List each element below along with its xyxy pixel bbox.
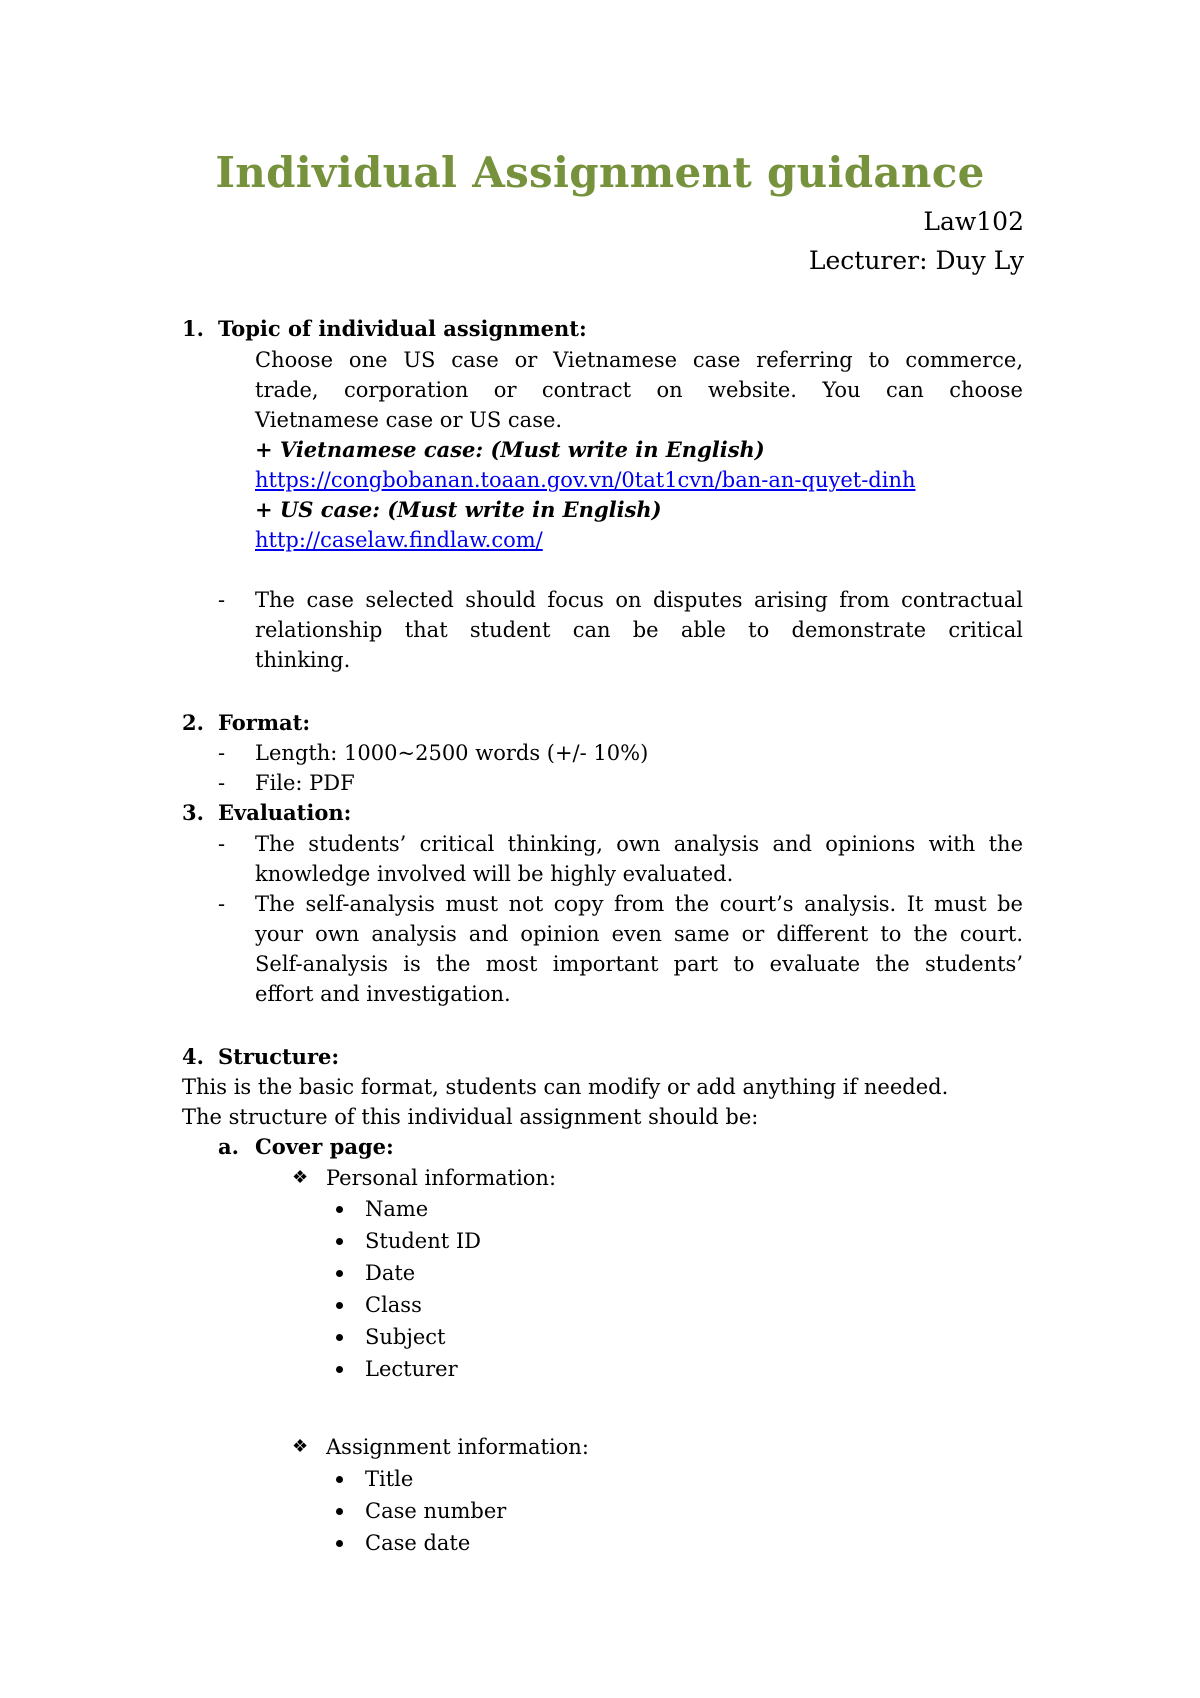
bullet-dot-icon — [336, 1508, 343, 1515]
sub-a-letter: a. — [218, 1134, 239, 1159]
evaluation-line: The students’ critical thinking, own analysis and opinions with the — [255, 832, 1023, 856]
assignment-information-heading: Assignment information: — [326, 1435, 589, 1459]
dash-bullet: - — [218, 892, 226, 916]
section-1-note-line: relationship that student can be able to demonstrate critical — [255, 618, 1023, 642]
bullet-dot-icon — [336, 1302, 343, 1309]
personal-information-heading: Personal information: — [326, 1166, 557, 1190]
evaluation-line: The self-analysis must not copy from the court’s analysis. It must be — [255, 892, 1023, 916]
diamond-bullet-icon: ❖ — [292, 1167, 309, 1188]
section-1-number: 1. — [182, 316, 204, 341]
section-1-note-line: The case selected should focus on disputes arising from contractual — [255, 588, 1023, 612]
personal-item: Name — [365, 1197, 429, 1221]
dash-bullet: - — [218, 588, 226, 612]
evaluation-line: knowledge involved will be highly evaluated. — [255, 862, 734, 886]
us-case-link[interactable]: http://caselaw.findlaw.com/ — [255, 528, 543, 552]
document-title: Individual Assignment guidance — [215, 148, 985, 197]
vietnamese-case-link[interactable]: https://congbobanan.toaan.gov.vn/0tat1cvn/ban-an-quyet-dinh — [255, 468, 916, 492]
section-1-intro-line: trade, corporation or contract on website. You can choose — [255, 378, 1023, 402]
section-1-intro-line: Vietnamese case or US case. — [255, 408, 563, 432]
bullet-dot-icon — [336, 1238, 343, 1245]
evaluation-line: your own analysis and opinion even same or different to the court. — [255, 922, 1023, 946]
bullet-dot-icon — [336, 1366, 343, 1373]
section-2-heading: Format: — [218, 710, 311, 735]
section-3-number: 3. — [182, 800, 204, 825]
format-item: File: PDF — [255, 771, 355, 795]
personal-item: Class — [365, 1293, 422, 1317]
us-case-label: + US case: (Must write in English) — [255, 497, 662, 522]
bullet-dot-icon — [336, 1270, 343, 1277]
structure-intro-line: The structure of this individual assignment should be: — [182, 1105, 759, 1129]
assignment-item: Title — [365, 1467, 414, 1491]
section-2-number: 2. — [182, 710, 204, 735]
bullet-dot-icon — [336, 1476, 343, 1483]
section-1-note-line: thinking. — [255, 648, 351, 672]
format-item: Length: 1000~2500 words (+/- 10%) — [255, 741, 649, 765]
assignment-item: Case number — [365, 1499, 507, 1523]
personal-item: Student ID — [365, 1229, 481, 1253]
section-1-intro-line: Choose one US case or Vietnamese case referring to commerce, — [255, 348, 1023, 372]
personal-item: Date — [365, 1261, 416, 1285]
diamond-bullet-icon: ❖ — [292, 1436, 309, 1457]
dash-bullet: - — [218, 771, 226, 795]
vietnamese-case-label: + Vietnamese case: (Must write in English) — [255, 437, 765, 462]
section-1-heading: Topic of individual assignment: — [218, 316, 587, 341]
lecturer-name: Lecturer: Duy Ly — [808, 246, 1024, 275]
assignment-item: Case date — [365, 1531, 471, 1555]
bullet-dot-icon — [336, 1334, 343, 1341]
course-code: Law102 — [923, 207, 1024, 236]
section-3-heading: Evaluation: — [218, 800, 352, 825]
evaluation-line: effort and investigation. — [255, 982, 511, 1006]
cover-page-heading: Cover page: — [255, 1134, 394, 1159]
dash-bullet: - — [218, 832, 226, 856]
personal-item: Subject — [365, 1325, 446, 1349]
dash-bullet: - — [218, 741, 226, 765]
section-4-heading: Structure: — [218, 1044, 340, 1069]
bullet-dot-icon — [336, 1206, 343, 1213]
section-4-number: 4. — [182, 1044, 204, 1069]
structure-intro-line: This is the basic format, students can modify or add anything if needed. — [182, 1075, 949, 1099]
bullet-dot-icon — [336, 1540, 343, 1547]
evaluation-line: Self-analysis is the most important part to evaluate the students’ — [255, 952, 1023, 976]
personal-item: Lecturer — [365, 1357, 458, 1381]
